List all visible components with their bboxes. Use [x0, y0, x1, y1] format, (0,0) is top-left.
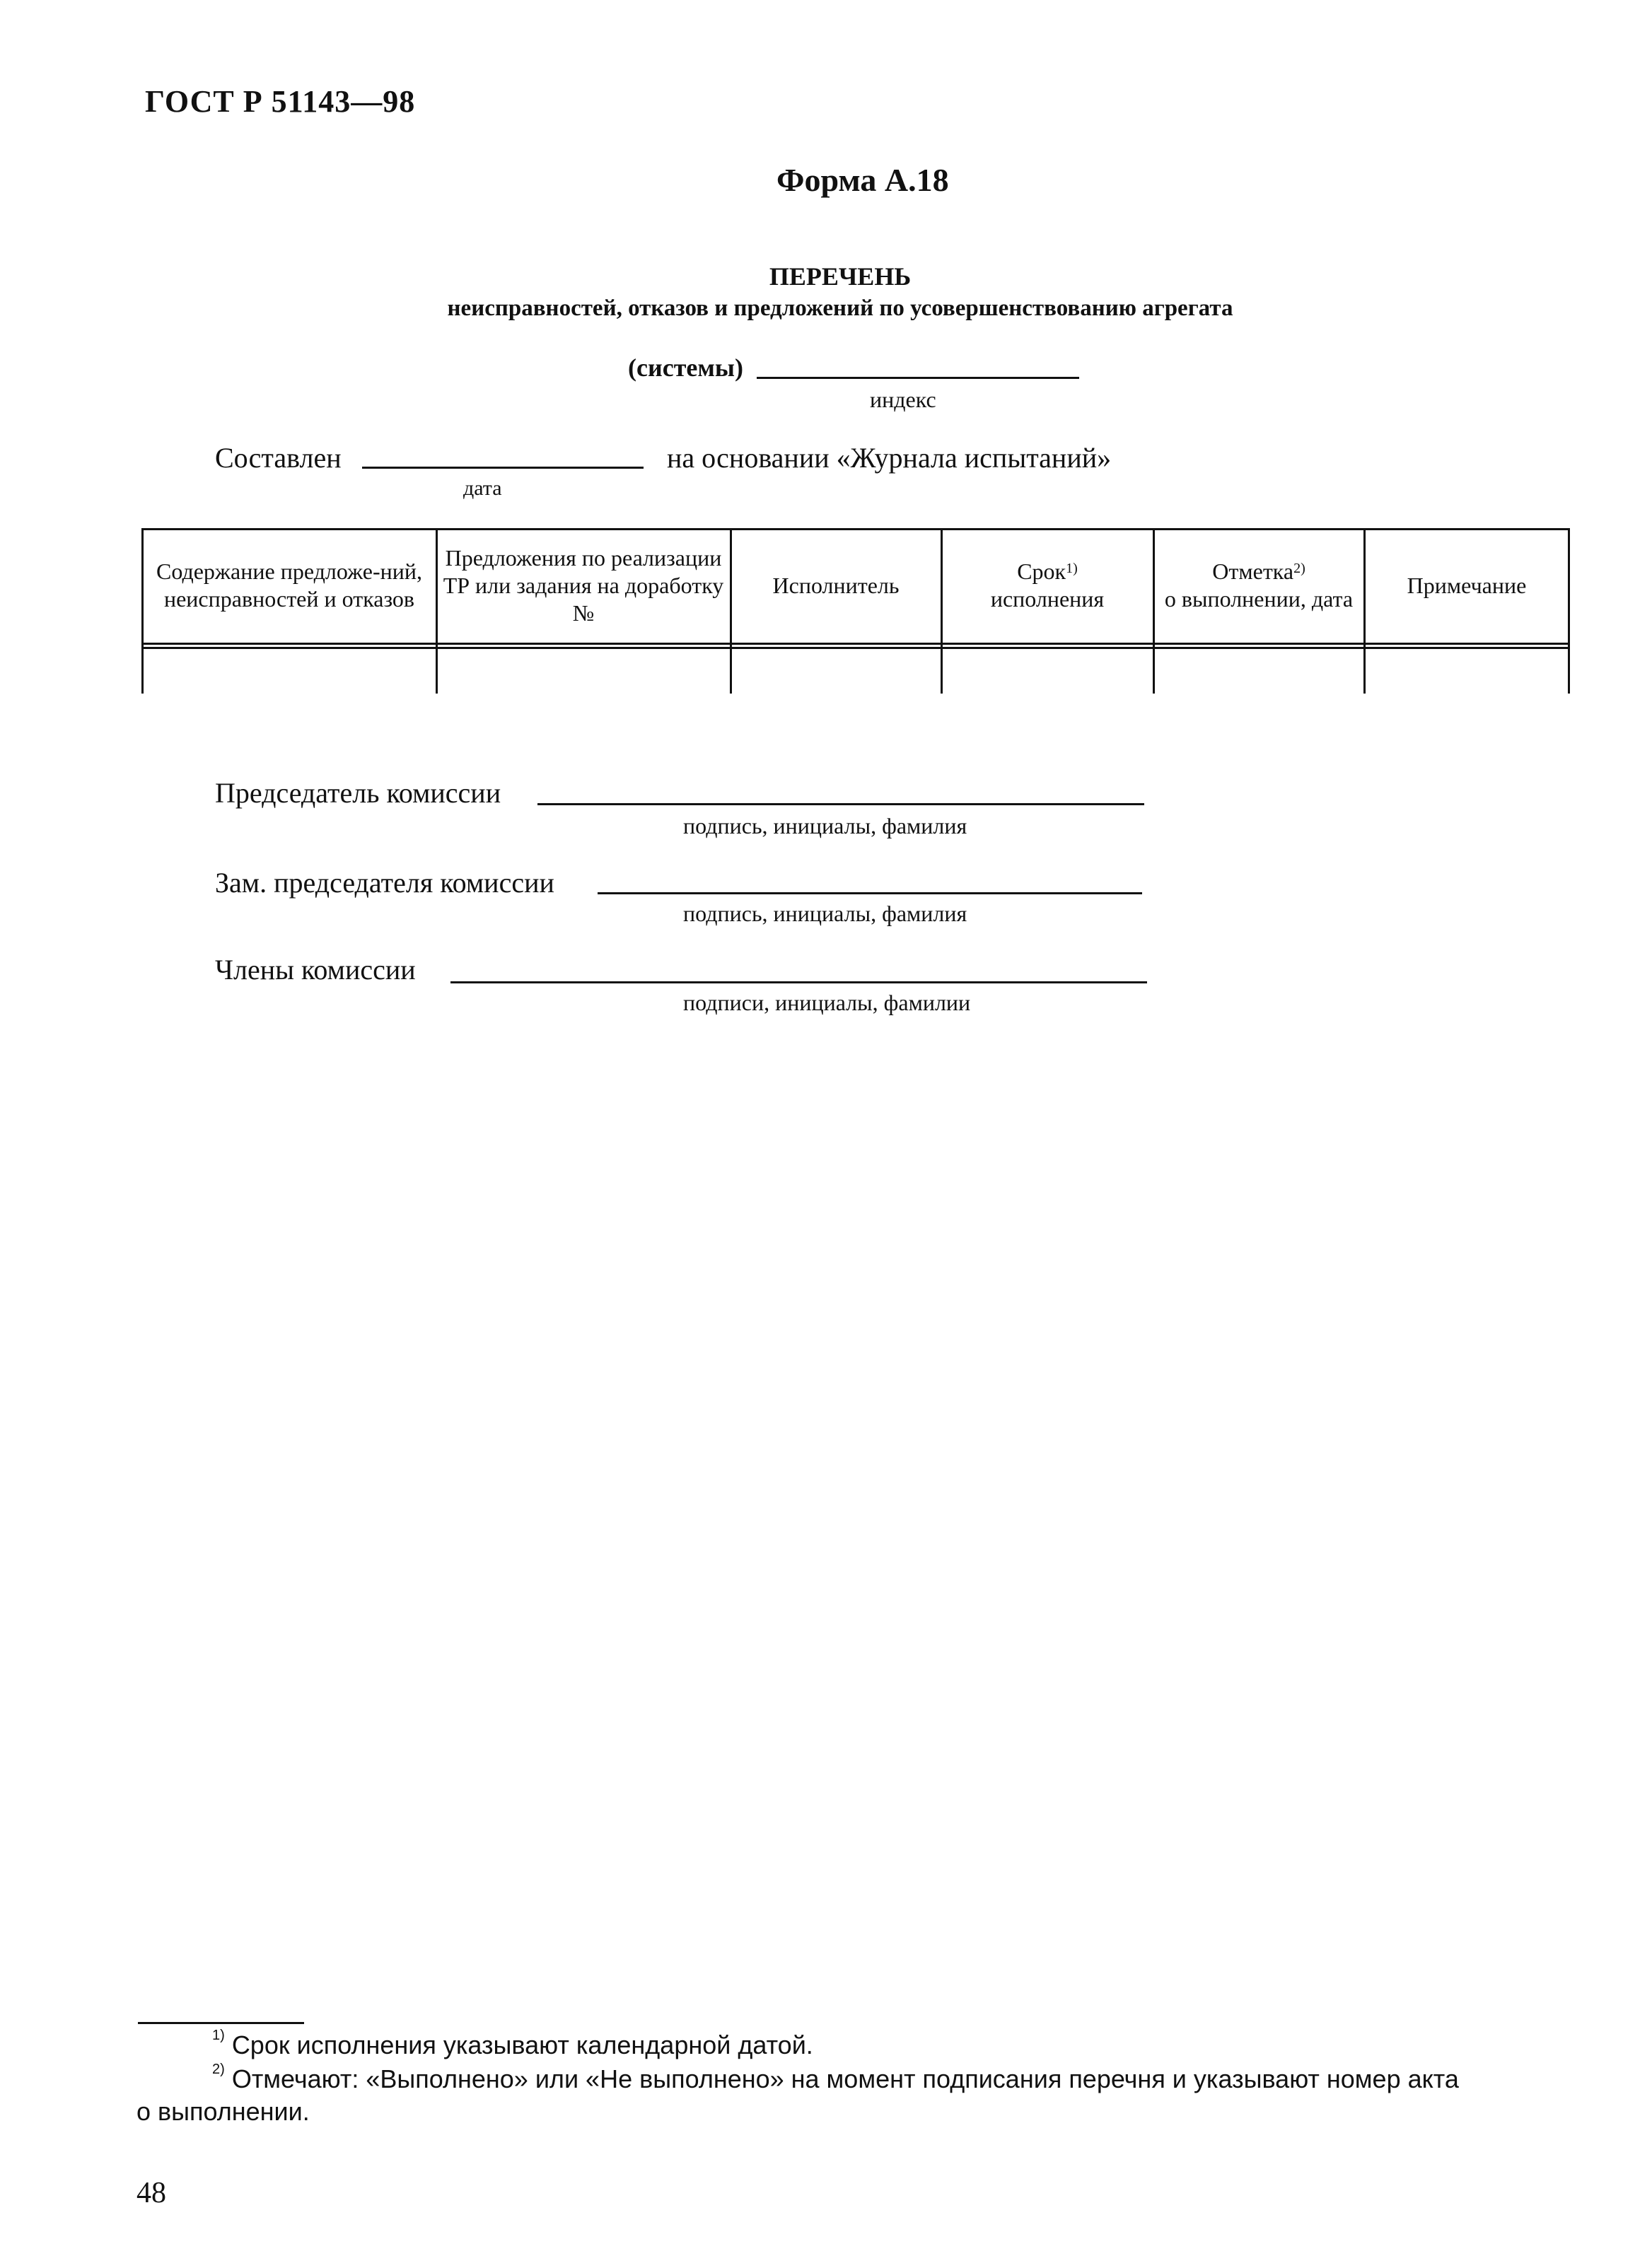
footnote-separator: [138, 2022, 304, 2024]
members-caption: подписи, инициалы, фамилии: [683, 990, 971, 1015]
footnote-ref-2: 2): [1293, 561, 1305, 576]
chairman-signature-field[interactable]: [537, 803, 1144, 805]
deputy-chairman-label: Зам. председателя комиссии: [215, 867, 554, 899]
footnote-2-continuation: о выполнении.: [136, 2097, 310, 2126]
deputy-chairman-signature-field[interactable]: [598, 892, 1142, 894]
table-col-border: [730, 528, 732, 694]
page-number: 48: [136, 2177, 166, 2209]
column-header-deadline: Срок$^{1)}$ исполнения: [990, 559, 1105, 612]
column-header-proposals: Предложения по реализации ТР или задания на доработку №: [443, 544, 724, 626]
footnote-1-mark: 1): [212, 2028, 225, 2043]
table-col-border: [436, 528, 438, 694]
table-col-border: [1568, 528, 1570, 694]
deputy-chairman-caption: подпись, инициалы, фамилия: [683, 901, 967, 926]
footnote-2-mark: 2): [212, 2062, 225, 2077]
column-header-note: Примечание: [1407, 572, 1527, 598]
column-header-executor: Исполнитель: [772, 572, 900, 598]
table-header-border: [141, 643, 1570, 645]
system-label: (системы): [628, 353, 743, 382]
footnote-1-text: Срок исполнения указывают календарной датой.: [231, 2030, 813, 2059]
form-title: Форма А.18: [776, 162, 949, 198]
table-col-border: [941, 528, 943, 694]
document-code: ГОСТ Р 51143—98: [145, 84, 416, 119]
footnote-ref-1: 1): [1066, 561, 1078, 576]
chairman-caption: подпись, инициалы, фамилия: [683, 813, 967, 838]
members-label: Члены комиссии: [215, 954, 416, 986]
column-header-completion-mark: Отметка$^{2)}$ о выполнении, дата: [1164, 559, 1354, 612]
table-col-border: [141, 528, 144, 694]
chairman-label: Председатель комиссии: [215, 777, 501, 809]
list-subtitle: неисправностей, отказов и предложений по усовершенствованию агрегата: [447, 296, 1233, 321]
compiled-date-field[interactable]: [362, 467, 644, 469]
column-header-content: Содержание предложе-ний, неисправностей и отказов: [156, 559, 422, 612]
table-col-border: [1363, 528, 1366, 694]
table-header-border-double: [141, 647, 1570, 649]
members-signature-field[interactable]: [450, 981, 1147, 983]
defects-table: [141, 528, 1570, 694]
footnote-1: [212, 2030, 813, 2060]
list-title: ПЕРЕЧЕНЬ: [769, 262, 912, 291]
footnote-2: [212, 2064, 1459, 2094]
system-index-field[interactable]: [757, 377, 1079, 379]
compiled-basis-text: на основании «Журнала испытаний»: [667, 442, 1112, 474]
table-col-border: [1153, 528, 1155, 694]
index-caption: индекс: [870, 387, 936, 412]
compiled-label: Составлен: [215, 442, 342, 474]
footnote-2-text: Отмечают: «Выполнено» или «Не выполнено» на момент подписания перечня и указывают номер акта: [231, 2064, 1459, 2093]
date-caption: дата: [463, 477, 502, 500]
